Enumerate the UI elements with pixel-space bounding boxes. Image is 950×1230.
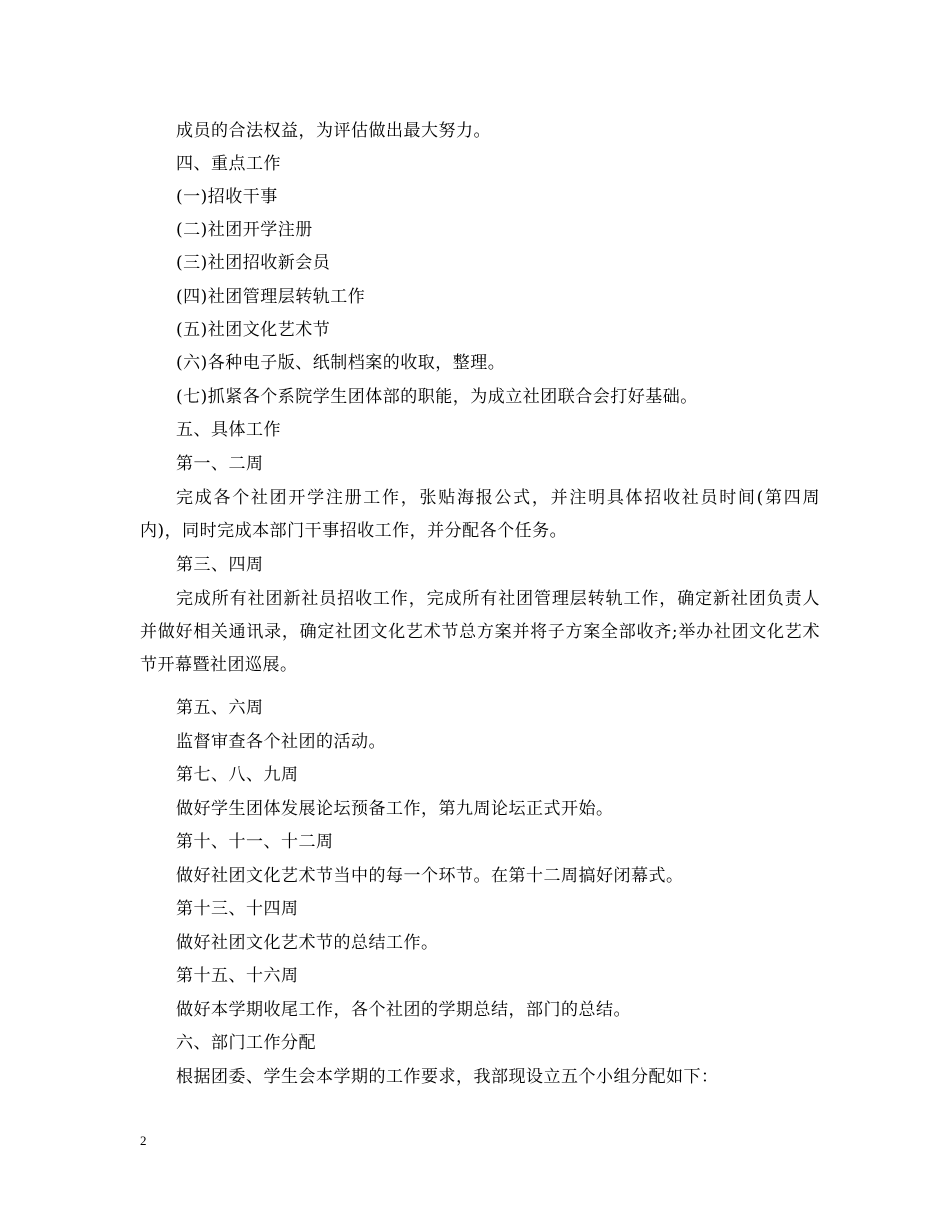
list-item: (三)社团招收新会员 — [176, 253, 331, 273]
week-heading: 第十三、十四周 — [176, 899, 299, 919]
paragraph: 根据团委、学生会本学期的工作要求，我部现设立五个小组分配如下： — [176, 1067, 719, 1087]
week-heading: 第五、六周 — [176, 698, 264, 718]
paragraph: 做好本学期收尾工作，各个社团的学期总结，部门的总结。 — [176, 1000, 631, 1020]
week-heading: 第三、四周 — [176, 555, 264, 575]
page-number: 2 — [140, 1133, 147, 1148]
section-heading: 五、具体工作 — [176, 420, 281, 440]
paragraph: 监督审查各个社团的活动。 — [176, 732, 386, 752]
list-item: (六)各种电子版、纸制档案的收取，整理。 — [176, 353, 506, 373]
paragraph: 做好社团文化艺术节当中的每一个环节。在第十二周搞好闭幕式。 — [176, 866, 684, 886]
week-heading: 第十五、十六周 — [176, 966, 299, 986]
list-item: (一)招收干事 — [176, 187, 278, 207]
paragraph: 做好社团文化艺术节的总结工作。 — [176, 933, 439, 953]
list-item: (二)社团开学注册 — [176, 220, 313, 240]
paragraph: 完成所有社团新社员招收工作，完成所有社团管理层转轨工作，确定新社团负责人并做好相关通讯录，确定社团文化艺术节总方案并将子方案全部收齐;举办社团文化艺术节开幕暨社团巡展。 — [140, 589, 820, 675]
paragraph: 完成各个社团开学注册工作，张贴海报公式，并注明具体招收社员时间(第四周内)，同时完成本部门干事招收工作，并分配各个任务。 — [140, 488, 820, 541]
list-item: (五)社团文化艺术节 — [176, 320, 331, 340]
section-heading: 六、部门工作分配 — [176, 1033, 316, 1053]
section-heading: 四、重点工作 — [176, 154, 281, 174]
paragraph: 做好学生团体发展论坛预备工作，第九周论坛正式开始。 — [176, 799, 614, 819]
week-heading: 第十、十一、十二周 — [176, 832, 334, 852]
list-item: (七)抓紧各个系院学生团体部的职能，为成立社团联合会打好基础。 — [176, 387, 698, 407]
week-heading: 第七、八、九周 — [176, 765, 299, 785]
paragraph: 成员的合法权益，为评估做出最大努力。 — [176, 121, 491, 141]
list-item: (四)社团管理层转轨工作 — [176, 287, 366, 307]
week-heading: 第一、二周 — [176, 454, 264, 474]
